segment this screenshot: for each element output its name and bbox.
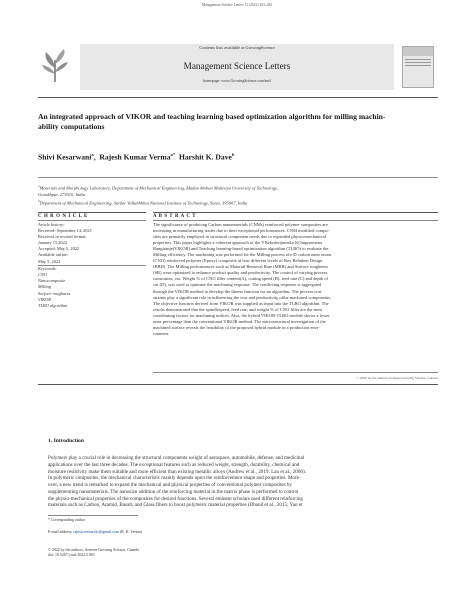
abstract-line: error percentage than the conventional VIKOR method. The microstructural investigation of the — [153, 318, 326, 324]
section-heading-introduction: 1. Introduction — [48, 438, 84, 444]
online-date: May 5, 2022 — [38, 259, 146, 267]
revised-date: January 15 2022 — [38, 240, 68, 246]
author-affiliation-mark: a* — [170, 152, 176, 157]
affiliation-mark: a — [38, 184, 40, 188]
chronicle-top-rule — [38, 212, 146, 213]
intro-line: materials such as Carbon, Aramid, Basalt, and Glass fibers to boost polymeric material properties (Dhand et al., 2015; Yao et — [48, 502, 303, 509]
keyword: Surface roughness — [38, 290, 71, 296]
affiliation-text: Gorakhpur, 273010, India — [38, 191, 85, 197]
keywords-label: Keywords: — [38, 266, 57, 272]
abstract-line: Rangiranje(VIKOR) and Teaching learning-based optimization algorithm (TLBO) to evaluate the — [153, 246, 329, 252]
abstract-heading: A B S T R A C T — [153, 214, 197, 219]
abstract-head-rule — [153, 220, 438, 221]
keyword: VIKOR — [38, 296, 51, 302]
license-notice — [48, 548, 428, 558]
article-title-line: An integrated approach of VIKOR and teaching learning based optimization algorithm for milling machin- — [38, 112, 386, 121]
intro-line: over, a new trend is remarked to expand the mechanical and physical properties of conventional polymer composites by — [48, 482, 292, 488]
abstract-line: (BBD). The Milling performances such as Material Removal Rate (MRR) and Surface roughness — [153, 264, 328, 270]
email-link[interactable]: rajesh.verma.iitr@gmail.com — [73, 530, 119, 534]
license-line: © 2022 by the authors; licensee Growing Science, Canada — [48, 548, 139, 552]
publisher-logo-icon — [38, 46, 72, 84]
affiliation-a — [38, 183, 438, 198]
abstract-line: machined surface reveals the feasibility of the proposed hybrid module in a production envi- — [153, 324, 320, 330]
abstract-line: (SR) were optimized to enhance product quality and productivity. The control of varying process — [153, 270, 328, 276]
intro-line: Polymers play a crucial role in decreasing the structural components weight of aerospace, automobile, defense, and medicinal — [48, 455, 305, 461]
journal-title: Management Science Letters — [183, 61, 291, 71]
intro-line: In polymeric composites, the mechanical characteristic mainly depends upon the reinforcement shape and properties. More- — [48, 475, 301, 482]
history-label: Article history: — [38, 222, 65, 227]
intro-line: supplementing nanomaterials. The nanosize addition of the reinforcing material in the matrix phase is performed to control — [48, 488, 299, 495]
abstract-line: properties. This paper highlights a coherent approach of the VIšekriterijumsko KOmpromisno — [153, 240, 323, 246]
copyright-notice: © 2022 by the authors; licensee Growing Science, Canada — [356, 376, 438, 380]
abstract-line: (CNO) reinforced polymer (Epoxy) composite at four different levels of Box Behnken Design — [153, 258, 323, 264]
affiliation-text: Materials and Morphology Laboratory, Department of Mechanical Engineering, Madan Mohan Malaviya University of Technology, — [39, 185, 278, 191]
intro-line: the physio-mechanical properties of the composites for desired functions. Several eminent scholars used different reinforcing — [48, 495, 303, 502]
intro-line: moisture resistivity make them suitable and more efficient than existing metallic alloys (Andrew et al., 2019; Lau et al., 2006). — [48, 468, 306, 475]
abstract-line: cut (D), was used to optimize the machining response. The conflicting response is aggregated — [153, 282, 322, 288]
intro-line: applications over the last three decades. The exceptional features such as reduced weight, strength, durability, chemical and — [48, 461, 300, 468]
journal-homepage[interactable]: homepage: www.GrowingScience.com/msl — [203, 79, 271, 83]
abstract-line: results demonstrated that the spindlespeed, feed rate, and weight % of CNO filler are the most — [153, 306, 323, 312]
author-name: Harshit K. Dave — [178, 152, 232, 162]
author-list — [38, 152, 438, 162]
abstract-line: contributing factors for machining indices. Also, the hybrid VIKOR-TLBO module shows a lower — [153, 312, 330, 318]
article-title — [38, 112, 438, 132]
journal-cover-image — [402, 46, 434, 88]
abstract-line: Milling efficiency. The machining was performed for the Milling process ofo-D carbon nano onion — [153, 252, 332, 258]
abstract-top-rule — [153, 212, 438, 213]
abstract-line: straints play a significant role in influencing the cost and productivity ofthe machined components. — [153, 294, 332, 300]
chronicle-heading: C H R O N I C L E — [38, 214, 88, 219]
front-matter-bottom-rule — [38, 384, 438, 385]
header-rule — [38, 97, 438, 98]
abstract-line: ronment. — [153, 330, 170, 336]
abstract-line: constraints, viz. Weight % of CNO filler content(A), cutting speed (B), feed rate (C) and depth of — [153, 276, 329, 282]
received-date: Received: September 14, 2021 — [38, 228, 92, 234]
abstract-line: increasing in manufacturing trades due to their exceptional performances. CNM modified compo- — [153, 228, 330, 234]
author-name: Rajesh Kumar Verma — [99, 152, 171, 162]
author-separator: , — [93, 152, 96, 162]
revised-label: Received in revised format: — [38, 234, 87, 240]
affiliation-text: Department of Mechanical Engineering, Sardar Vallabhbhai National Institute of Technology, Surat, 395007, India — [39, 200, 248, 206]
abstract-line: through the VIKOR method to develop the fitness function for an algorithm. The process con- — [153, 288, 323, 294]
article-title-line: ability computations — [38, 122, 105, 131]
article-chronicle — [38, 222, 146, 309]
running-header: Management Science Letters 12 (2022) 263–282 — [201, 3, 273, 7]
contents-line: Contents lists available at GrowingScience — [199, 45, 275, 50]
affiliation-rule — [38, 177, 438, 178]
chronicle-head-rule — [38, 220, 146, 221]
affiliation-mark: b — [38, 199, 40, 203]
keyword: CNO — [38, 272, 48, 278]
affiliation-b — [38, 198, 438, 207]
keyword: Milling — [38, 284, 51, 290]
author-affiliation-mark: a — [91, 152, 94, 157]
accepted-date: Accepted: May 5, 2022 — [38, 246, 80, 252]
introduction-body — [48, 455, 428, 509]
abstract-body — [153, 222, 438, 337]
author-name: Shivi Kesarwani — [38, 152, 92, 162]
corresponding-author-note: * Corresponding author — [48, 518, 85, 522]
keyword: Nanocomposite — [38, 278, 66, 284]
author-affiliation-mark: b — [231, 152, 235, 157]
email-suffix: (R. K. Verma) — [118, 530, 142, 534]
email-label: E-mail address: — [48, 530, 74, 534]
copyright-rule — [153, 372, 438, 373]
footnote-rule — [48, 515, 138, 516]
doi-line[interactable]: doi: 10.5267/j.msl.2022.5.001 — [48, 553, 95, 557]
abstract-line: The significance of producing Carbon nanomaterials (CNMs) reinforced polymer composites are — [153, 222, 328, 227]
keyword: TLBO algorithm — [38, 302, 68, 308]
online-label: Available online: — [38, 252, 69, 258]
abstract-line: sites are primarily employed in structural component needs due to expanded physicomechanical — [153, 234, 326, 240]
email-line — [48, 530, 428, 535]
abstract-line: The objective function derived from VIKOR was supplied as input into the TLBO algorithm. The — [153, 300, 329, 306]
